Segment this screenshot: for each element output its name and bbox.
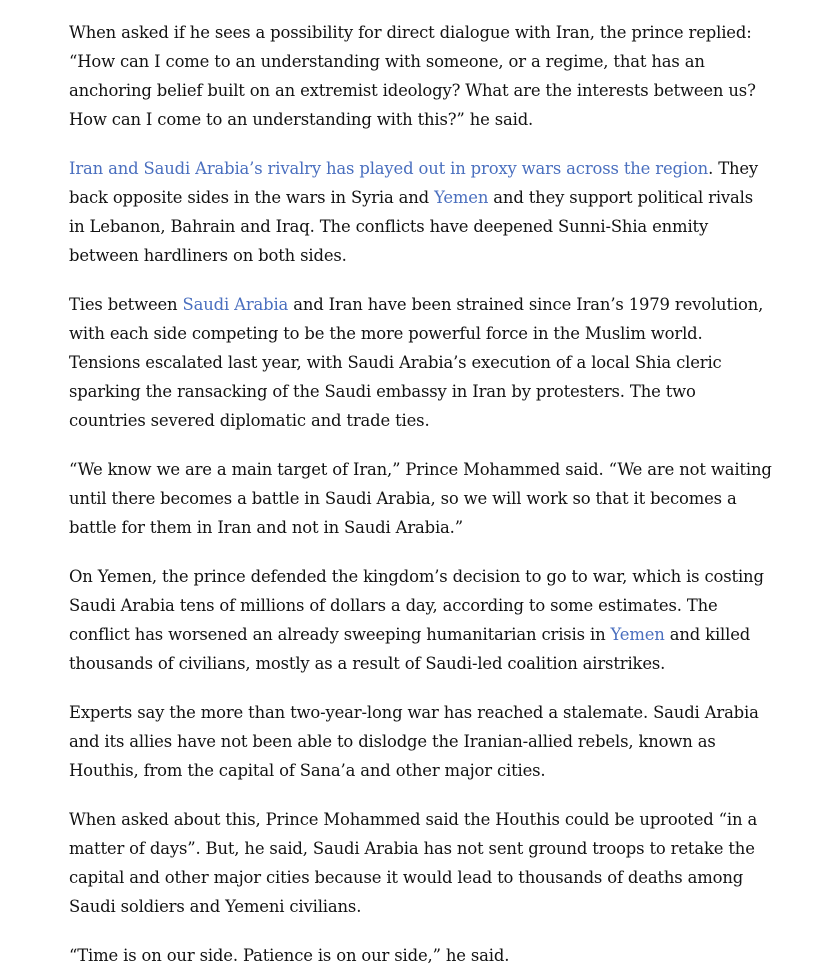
paragraph-6-text: Experts say the more than two-year-long war has reached a stalemate. Saudi Arabia and its allies have not been able to dislodge the Iranian-allied rebels, known as Houthis, from the capital of Sana’a and other major cities. bbox=[69, 703, 759, 780]
paragraph-5 bbox=[69, 562, 773, 678]
paragraph-3 bbox=[69, 290, 773, 435]
paragraph-2-text-b: and they support political rivals in Lebanon, Bahrain and Iraq. The conflicts have deepened Sunni-Shia enmity between hardliners on both sides. bbox=[69, 188, 753, 265]
paragraph-8 bbox=[69, 941, 773, 970]
paragraph-3-text-a: Ties between bbox=[69, 295, 183, 314]
link-yemen-1[interactable]: Yemen bbox=[434, 188, 489, 207]
paragraph-7 bbox=[69, 805, 773, 921]
paragraph-2-text-a: . They back opposite sides in the wars in Syria and bbox=[69, 159, 759, 207]
paragraph-4 bbox=[69, 455, 773, 542]
paragraph-2 bbox=[69, 154, 773, 270]
paragraph-7-text: When asked about this, Prince Mohammed said the Houthis could be uprooted “in a matter of days”. But, he said, Saudi Arabia has not sent ground troops to retake the capital and other major cities because it would lead to thousands of deaths among Saudi soldiers and Yemeni civilians. bbox=[69, 810, 758, 916]
link-proxy-wars[interactable]: Iran and Saudi Arabia’s rivalry has played out in proxy wars across the region bbox=[69, 159, 709, 178]
paragraph-4-text: “We know we are a main target of Iran,” Prince Mohammed said. “We are not waiting until there becomes a battle in Saudi Arabia, so we will work so that it becomes a battle for them in Iran and not in Saudi Arabia.” bbox=[69, 460, 772, 537]
paragraph-6 bbox=[69, 698, 773, 785]
paragraph-8-text: “Time is on our side. Patience is on our side,” he said. bbox=[69, 946, 510, 965]
paragraph-1 bbox=[69, 18, 773, 134]
link-saudi-arabia[interactable]: Saudi Arabia bbox=[182, 295, 289, 314]
paragraph-5-text-a: On Yemen, the prince defended the kingdom’s decision to go to war, which is costing Saudi Arabia tens of millions of dollars a day, according to some estimates. The conflict has worsened an already sweeping humanitarian crisis in bbox=[69, 567, 764, 644]
link-yemen-2[interactable]: Yemen bbox=[610, 625, 665, 644]
paragraph-3-text-b: and Iran have been strained since Iran’s 1979 revolution, with each side competing to be the more powerful force in the Muslim world. Tensions escalated last year, with Saudi Arabia’s execution of a local Shia cleric sparking the ransacking of the Saudi embassy in Iran by protesters. The two countries severed diplomatic and trade ties. bbox=[69, 295, 764, 430]
paragraph-1-text: When asked if he sees a possibility for direct dialogue with Iran, the prince replied: “How can I come to an understanding with someone, or a regime, that has an anchoring belief built on an extremist ideology? What are the interests between us? How can I come to an understanding with this?” he said. bbox=[69, 23, 756, 129]
paragraph-5-text-b: and killed thousands of civilians, mostly as a result of Saudi-led coalition airstrikes. bbox=[69, 625, 751, 673]
